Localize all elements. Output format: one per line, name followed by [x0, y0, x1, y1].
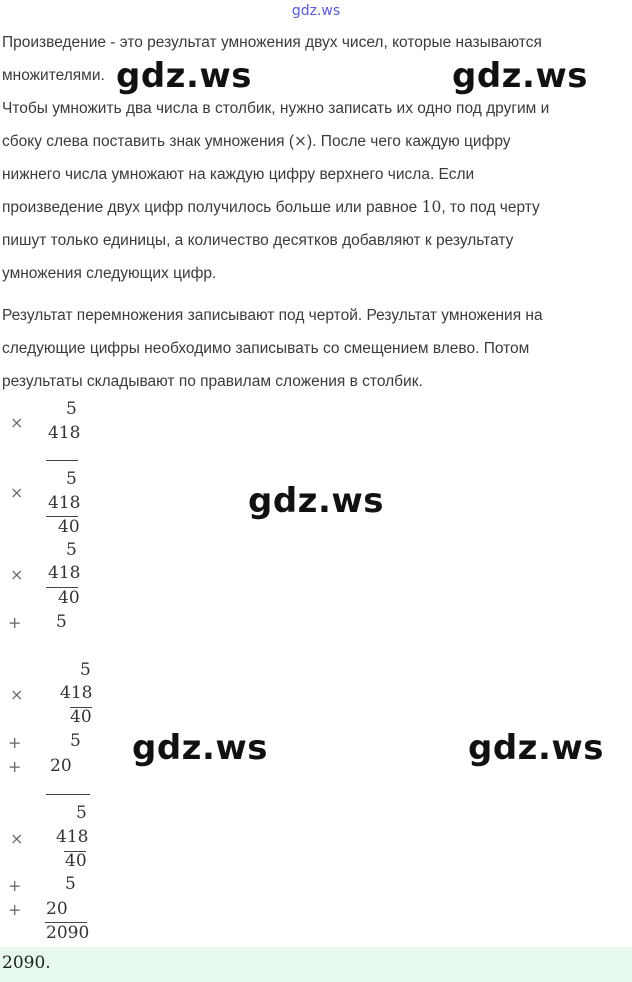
partial-product: 5	[65, 874, 76, 894]
bottom-factor: 418	[48, 423, 81, 443]
times-sign: ×	[10, 685, 24, 704]
text-line: множителями.	[2, 67, 105, 84]
times-symbol: ×	[294, 132, 308, 150]
final-product: 2090	[46, 923, 90, 943]
watermark: gdz.ws	[132, 728, 269, 768]
partial-product: 40	[58, 588, 80, 608]
top-factor: 5	[66, 469, 77, 489]
partial-product: 40	[70, 707, 92, 727]
line-rule	[46, 794, 90, 795]
text-fragment: произведение двух цифр получилось больше или равное	[2, 199, 422, 216]
bottom-factor: 418	[56, 827, 89, 847]
line-rule	[46, 460, 78, 461]
watermark: gdz.ws	[248, 481, 385, 521]
paragraph-method	[2, 92, 630, 290]
top-factor: 5	[66, 540, 77, 560]
number-ten: 10	[421, 198, 442, 216]
answer-text: 2090.	[2, 953, 51, 973]
partial-product: 40	[65, 851, 87, 871]
top-factor: 5	[76, 803, 87, 823]
text-line: Произведение - это результат умножения двух чисел, которые называются	[2, 34, 542, 51]
top-factor: 5	[80, 660, 91, 680]
bottom-factor: 418	[60, 683, 93, 703]
watermark: gdz.ws	[468, 728, 605, 768]
text-line: нижнего числа умножают на каждую цифру верхнего числа. Если	[2, 166, 475, 183]
text-fragment: ). После чего каждую цифру	[307, 133, 511, 150]
text-line	[2, 125, 630, 158]
plus-sign: +	[8, 733, 22, 752]
plus-sign: +	[8, 757, 22, 776]
text-line: следующие цифры необходимо записывать со смещением влево. Потом	[2, 340, 530, 357]
answer-box	[0, 947, 632, 982]
partial-product: 20	[50, 756, 72, 776]
text-line: Результат перемножения записывают под чертой. Результат умножения на	[2, 307, 543, 324]
plus-sign: +	[8, 900, 22, 919]
times-sign: ×	[10, 413, 24, 432]
top-factor: 5	[66, 399, 77, 419]
partial-product: 5	[70, 731, 81, 751]
text-line	[2, 191, 630, 224]
times-sign: ×	[10, 565, 24, 584]
text-line: результаты складывают по правилам сложения в столбик.	[2, 373, 423, 390]
text-line: умножения следующих цифр.	[2, 265, 217, 282]
text-fragment: , то под черту	[441, 199, 540, 216]
text-line: пишут только единицы, а количество десятков добавляют к результату	[2, 232, 514, 249]
plus-sign: +	[8, 876, 22, 895]
partial-product: 20	[46, 899, 68, 919]
plus-sign: +	[8, 613, 22, 632]
site-header[interactable]: gdz.ws	[291, 3, 341, 19]
bottom-factor: 418	[48, 563, 81, 583]
bottom-factor: 418	[48, 493, 81, 513]
watermark: gdz.ws	[116, 56, 253, 96]
times-sign: ×	[10, 483, 24, 502]
text-fragment: сбоку слева поставить знак умножения (	[2, 133, 295, 150]
text-line: Чтобы умножить два числа в столбик, нужно записать их одно под другим и	[2, 100, 550, 117]
paragraph-result	[2, 299, 630, 398]
watermark: gdz.ws	[452, 56, 589, 96]
partial-product: 40	[58, 517, 80, 537]
partial-product: 5	[56, 612, 67, 632]
times-sign: ×	[10, 829, 24, 848]
